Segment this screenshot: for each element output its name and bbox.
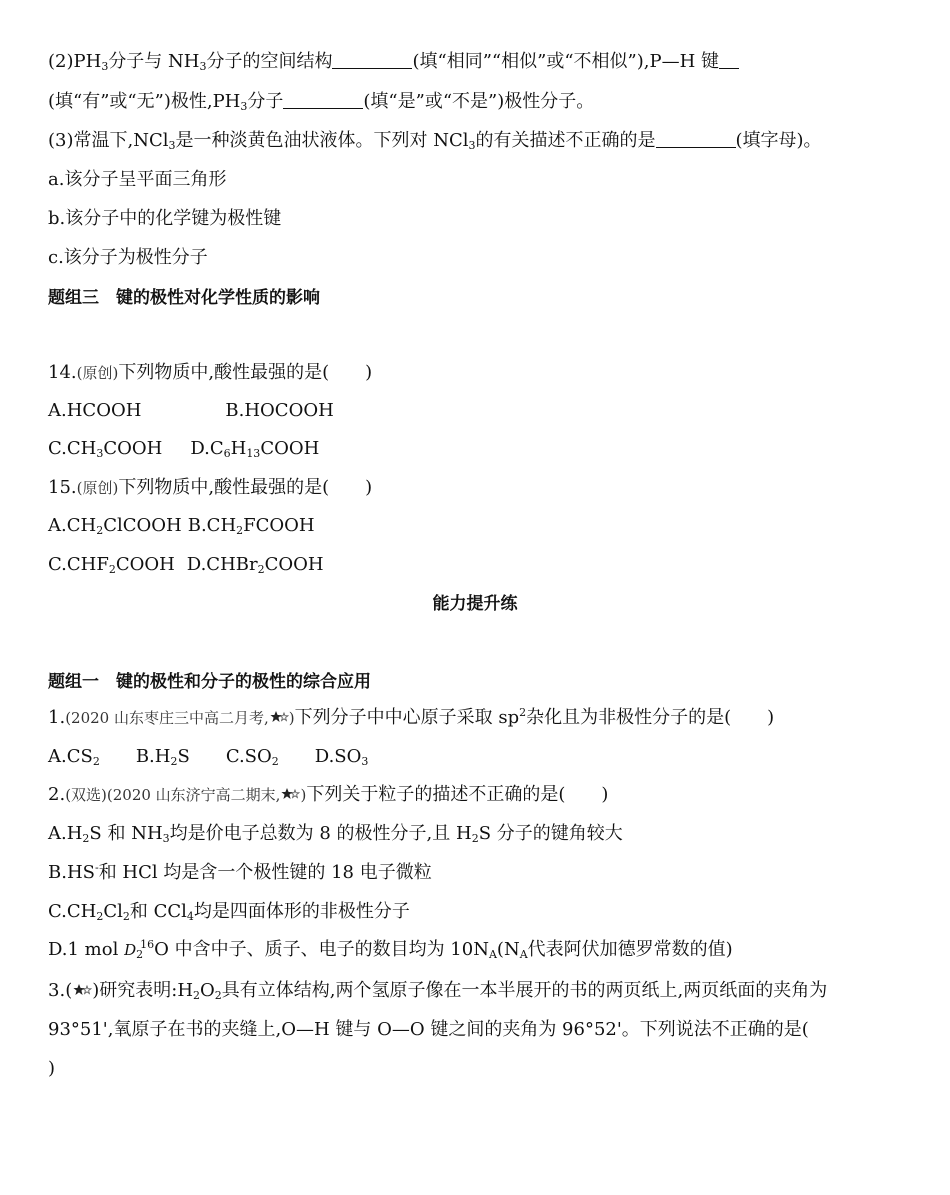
text: 的有关描述不正确的是 (475, 130, 656, 151)
group3-heading: 题组三 键的极性对化学性质的影响 (48, 288, 320, 308)
option-c[interactable]: $C.CH_3COOH$ (48, 438, 163, 460)
text: 下列分子中中心原子采取 sp (294, 707, 520, 728)
paren: ( (65, 980, 73, 1001)
answer-blank[interactable] (719, 52, 739, 69)
text: (3)常温下,NCl (48, 130, 169, 151)
text: 分子 (247, 91, 284, 112)
q14-options-cd (48, 437, 319, 461)
p3-line-1: 3.( )研究表明$:H_2O_2$具有立体结构,两个氢原子像在一本半展开的书的两页纸上,两页纸面的夹角为 (48, 980, 828, 1002)
p2-option-a[interactable]: $A.H_2S$ 和 $NH_3$均是价电子总数为 8 的极性分子,且 $H_2S$ 分子的键角较大 (48, 823, 623, 845)
question-number: 3. (48, 980, 66, 1001)
text: (填字母)。 (735, 130, 822, 151)
option-b[interactable]: B.HOCOOH (225, 400, 334, 421)
answer-blank[interactable] (332, 52, 412, 69)
subscript: 3 (101, 60, 109, 73)
source-label: (双选)(2020 山东济宁高二期末, (65, 786, 281, 804)
option-c[interactable]: $C.SO_2$ (225, 746, 279, 768)
p1-options (48, 745, 368, 769)
group1-heading: 题组一 键的极性和分子的极性的综合应用 (48, 672, 371, 692)
text: 杂化且为非极性分子的是( ) (526, 707, 775, 728)
q2-line-2 (48, 90, 594, 114)
source-label-end: ) (288, 709, 295, 727)
q3-option-a: a.该分子呈平面三角形 (48, 169, 227, 190)
text: 研究表明:H (99, 980, 194, 1001)
text: 分子与 NH (108, 51, 200, 72)
p3-line-3: ) (48, 1058, 56, 1079)
q15-options-cd (48, 553, 324, 577)
p3-line-2: 93°51',氧原子在书的夹缝上,O—H 键与 O—O 键之间的夹角为 96°52'。下列说法不正确的是( (48, 1019, 809, 1040)
option-d[interactable]: $D.SO_3$ (314, 746, 369, 768)
q3-option-b: b.该分子中的化学键为极性键 (48, 208, 282, 229)
p2-option-b[interactable]: B.HS-和 HCl 均是含一个极性键的 18 电子微粒 (48, 861, 432, 883)
paren: ) (92, 980, 100, 1001)
answer-blank[interactable] (656, 131, 736, 148)
question-number: 15. (48, 477, 77, 498)
text: 下列关于粒子的描述不正确的是( ) (306, 784, 609, 805)
q2-line-1 (48, 50, 739, 74)
subscript: 3 (468, 139, 476, 152)
star-icon (72, 983, 92, 997)
superscript: 2 (519, 706, 527, 719)
text: 下列物质中,酸性最强的是( ) (118, 362, 373, 383)
text: 分子的空间结构 (206, 51, 333, 72)
option-d[interactable]: $D.C_6H_{13}COOH$ (190, 438, 320, 460)
question-number: 14. (48, 362, 77, 383)
star-icon (280, 787, 300, 801)
q14-stem (48, 361, 372, 385)
option-b[interactable]: $B.H_2S$ (135, 746, 190, 768)
option-a[interactable]: A.HCOOH (48, 400, 142, 421)
answer-blank[interactable] (283, 92, 363, 109)
p2-option-c[interactable]: $C.CH_2Cl_2$和 CCl$_4$均是四面体形的非极性分子 (48, 901, 410, 923)
source-label: (原创) (76, 364, 119, 382)
p1-stem (48, 706, 774, 730)
section-title: 能力提升练 (432, 594, 518, 614)
text: (2)PH (48, 51, 102, 72)
question-number: 2. (48, 784, 66, 805)
text: 是一种淡黄色油状液体。下列对 NCl (175, 130, 469, 151)
p2-option-d[interactable]: D.1 mol $D_2^{16}O$ 中含中子、质子、电子的数目均为 $10N_A(N_A$代表阿伏加德罗常数的值) (48, 938, 733, 961)
text: (填“是”或“不是”)极性分子。 (363, 91, 595, 112)
option-a[interactable]: $A.CS_2$ (48, 746, 100, 768)
subscript: 3 (199, 60, 207, 73)
p2-stem (48, 783, 608, 807)
option-d[interactable]: D.CHBr$_2$COOH (186, 554, 324, 576)
source-label: (2020 山东枣庄三中高二月考, (65, 709, 269, 727)
isotope-symbol: D (124, 941, 137, 959)
q15-stem (48, 476, 372, 500)
subscript: 3 (240, 100, 248, 113)
source-label: (原创) (76, 479, 119, 497)
q3-option-c: c.该分子为极性分子 (48, 247, 208, 268)
source-label-end: ) (300, 786, 307, 804)
question-number: 1. (48, 707, 66, 728)
star-icon (269, 710, 289, 724)
option-a[interactable]: $A.CH_2ClCOOH$ (48, 515, 182, 537)
q3-stem (48, 129, 822, 153)
option-b[interactable]: $B.CH_2FCOOH$ (187, 515, 315, 537)
option-c[interactable]: $C.CHF_2COOH$ (48, 554, 175, 576)
text: (填“相同”“相似”或“不相似”),P—H 键 (412, 51, 719, 72)
subscript: 3 (168, 139, 176, 152)
q14-options-ab (48, 399, 334, 423)
text: 下列物质中,酸性最强的是( ) (118, 477, 373, 498)
text: 具有立体结构,两个氢原子像在一本半展开的书的两页纸上,两页纸面的夹角为 (221, 980, 828, 1001)
q15-options-ab (48, 514, 315, 538)
text: (填“有”或“无”)极性,PH (48, 91, 241, 112)
